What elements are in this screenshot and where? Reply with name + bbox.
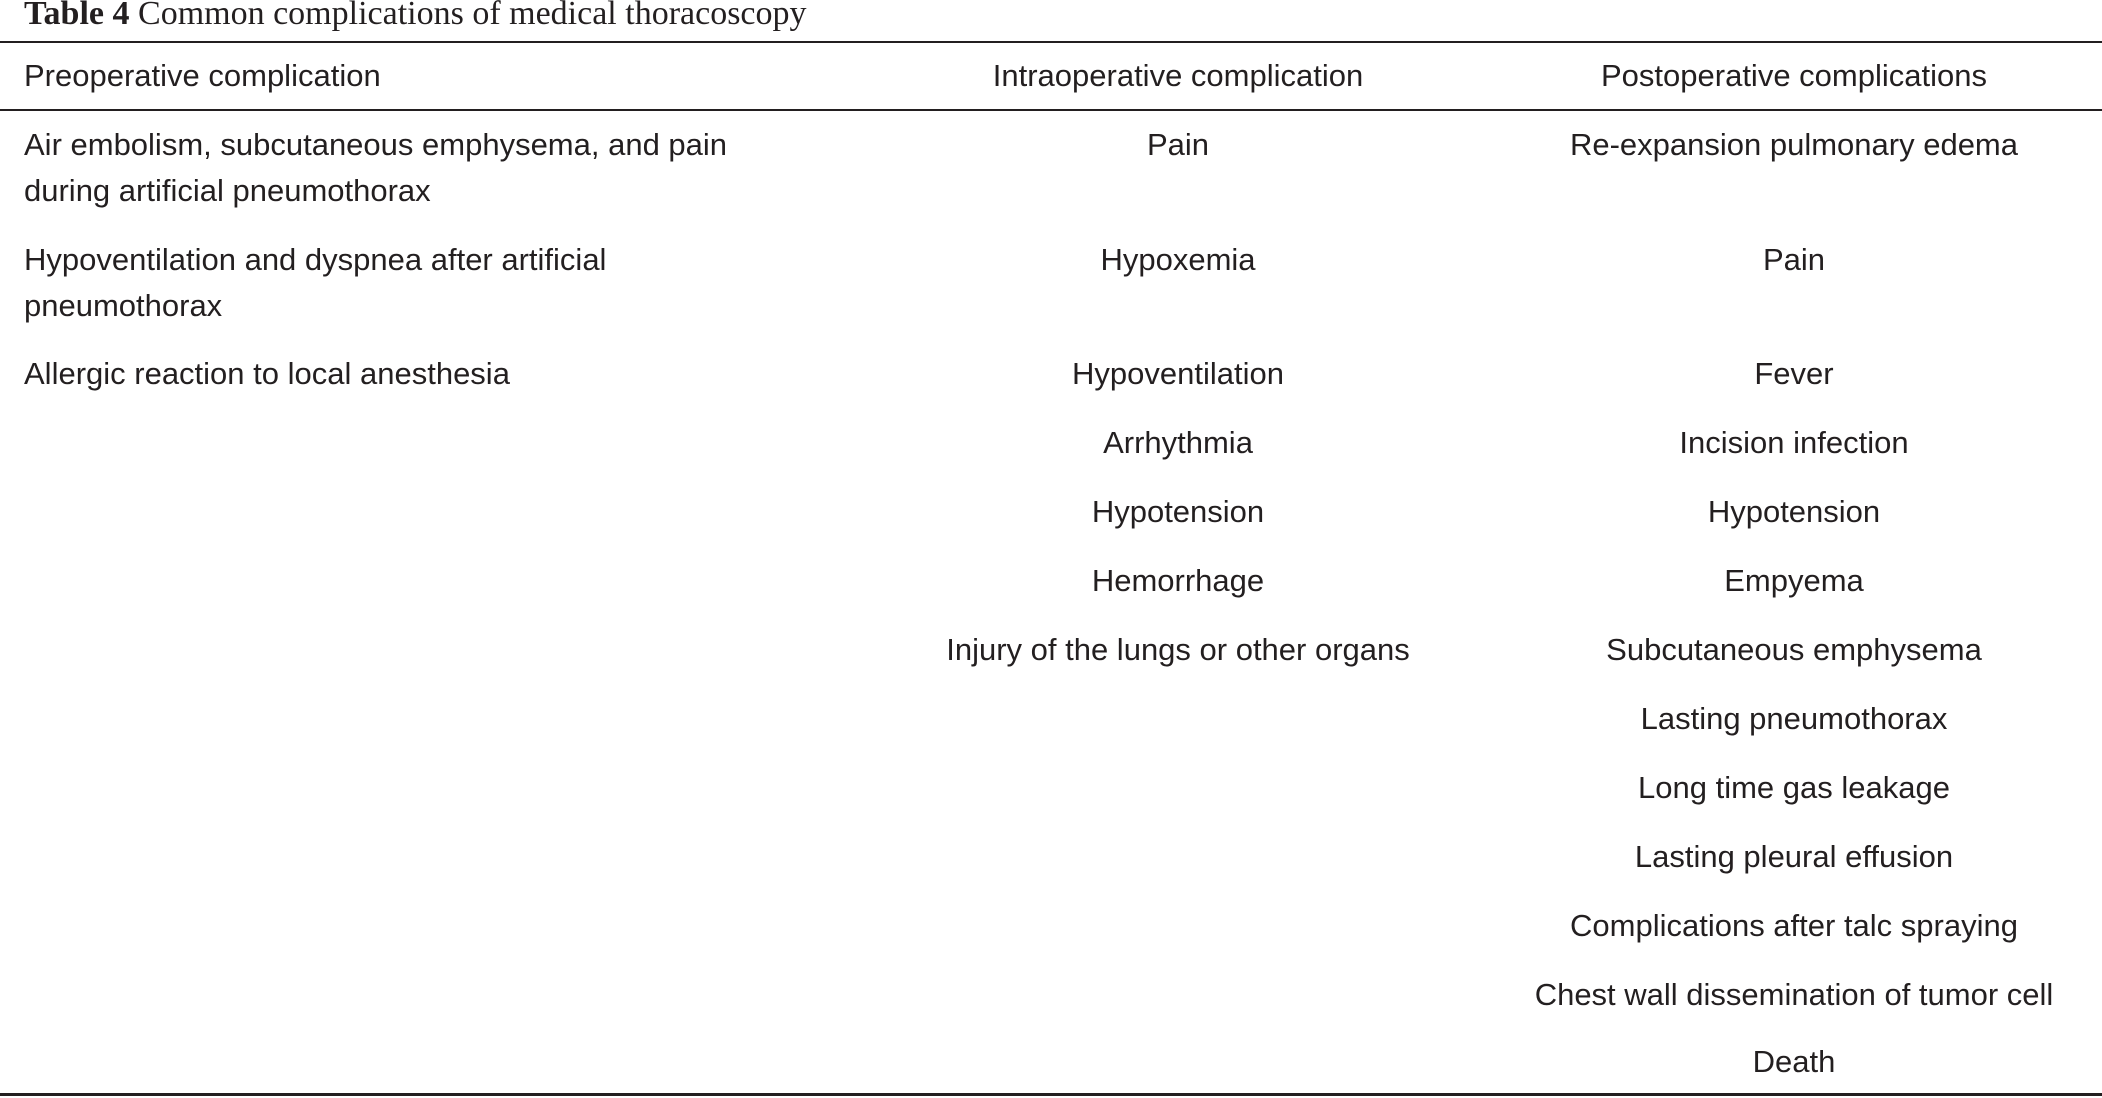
intraop-item: Hypotension [1091, 494, 1265, 529]
postop-item: Long time gas leakage [1638, 770, 1950, 805]
postop-item: Hypotension [1707, 494, 1881, 529]
intraop-item: Pain [1146, 127, 1210, 162]
preop-item-1-line-1: Air embolism, subcutaneous emphysema, and pain [24, 127, 728, 162]
postop-item: Empyema [1724, 563, 1864, 598]
intraop-item: Hypoventilation [1072, 356, 1284, 391]
intraop-item: Injury of the lungs or other organs [946, 632, 1410, 667]
postop-item: Incision infection [1679, 425, 1909, 460]
postop-item: Re-expansion pulmonary edema [1569, 127, 2019, 162]
preop-item-3: Allergic reaction to local anesthesia [24, 356, 510, 391]
preop-item-1-line-2: during artificial pneumothorax [24, 173, 431, 208]
intraop-item: Hypoxemia [1100, 242, 1256, 277]
top-rule [0, 41, 2102, 43]
preop-item-2-line-1: Hypoventilation and dyspnea after artificial [24, 242, 607, 277]
table-caption [24, 0, 807, 36]
postop-item: Chest wall dissemination of tumor cell [1534, 977, 2054, 1012]
header-postoperative: Postoperative complications [1601, 58, 1987, 93]
postop-item: Fever [1754, 356, 1834, 391]
header-rule [0, 109, 2102, 111]
table-title: Common complications of medical thoracoscopy [138, 0, 807, 32]
postop-item: Complications after talc spraying [1570, 908, 2018, 943]
postop-item: Pain [1762, 242, 1826, 277]
postop-item: Subcutaneous emphysema [1606, 632, 1982, 667]
header-intraoperative: Intraoperative complication [992, 58, 1364, 93]
intraop-item: Arrhythmia [1103, 425, 1253, 460]
postop-item: Death [1752, 1044, 1836, 1079]
preop-item-2-line-2: pneumothorax [24, 288, 223, 323]
intraop-item: Hemorrhage [1091, 563, 1265, 598]
bottom-rule [0, 1093, 2102, 1096]
table-label: Table 4 [24, 0, 130, 32]
header-preoperative: Preoperative complication [24, 58, 381, 93]
postop-item: Lasting pneumothorax [1640, 701, 1948, 736]
postop-item: Lasting pleural effusion [1634, 839, 1954, 874]
